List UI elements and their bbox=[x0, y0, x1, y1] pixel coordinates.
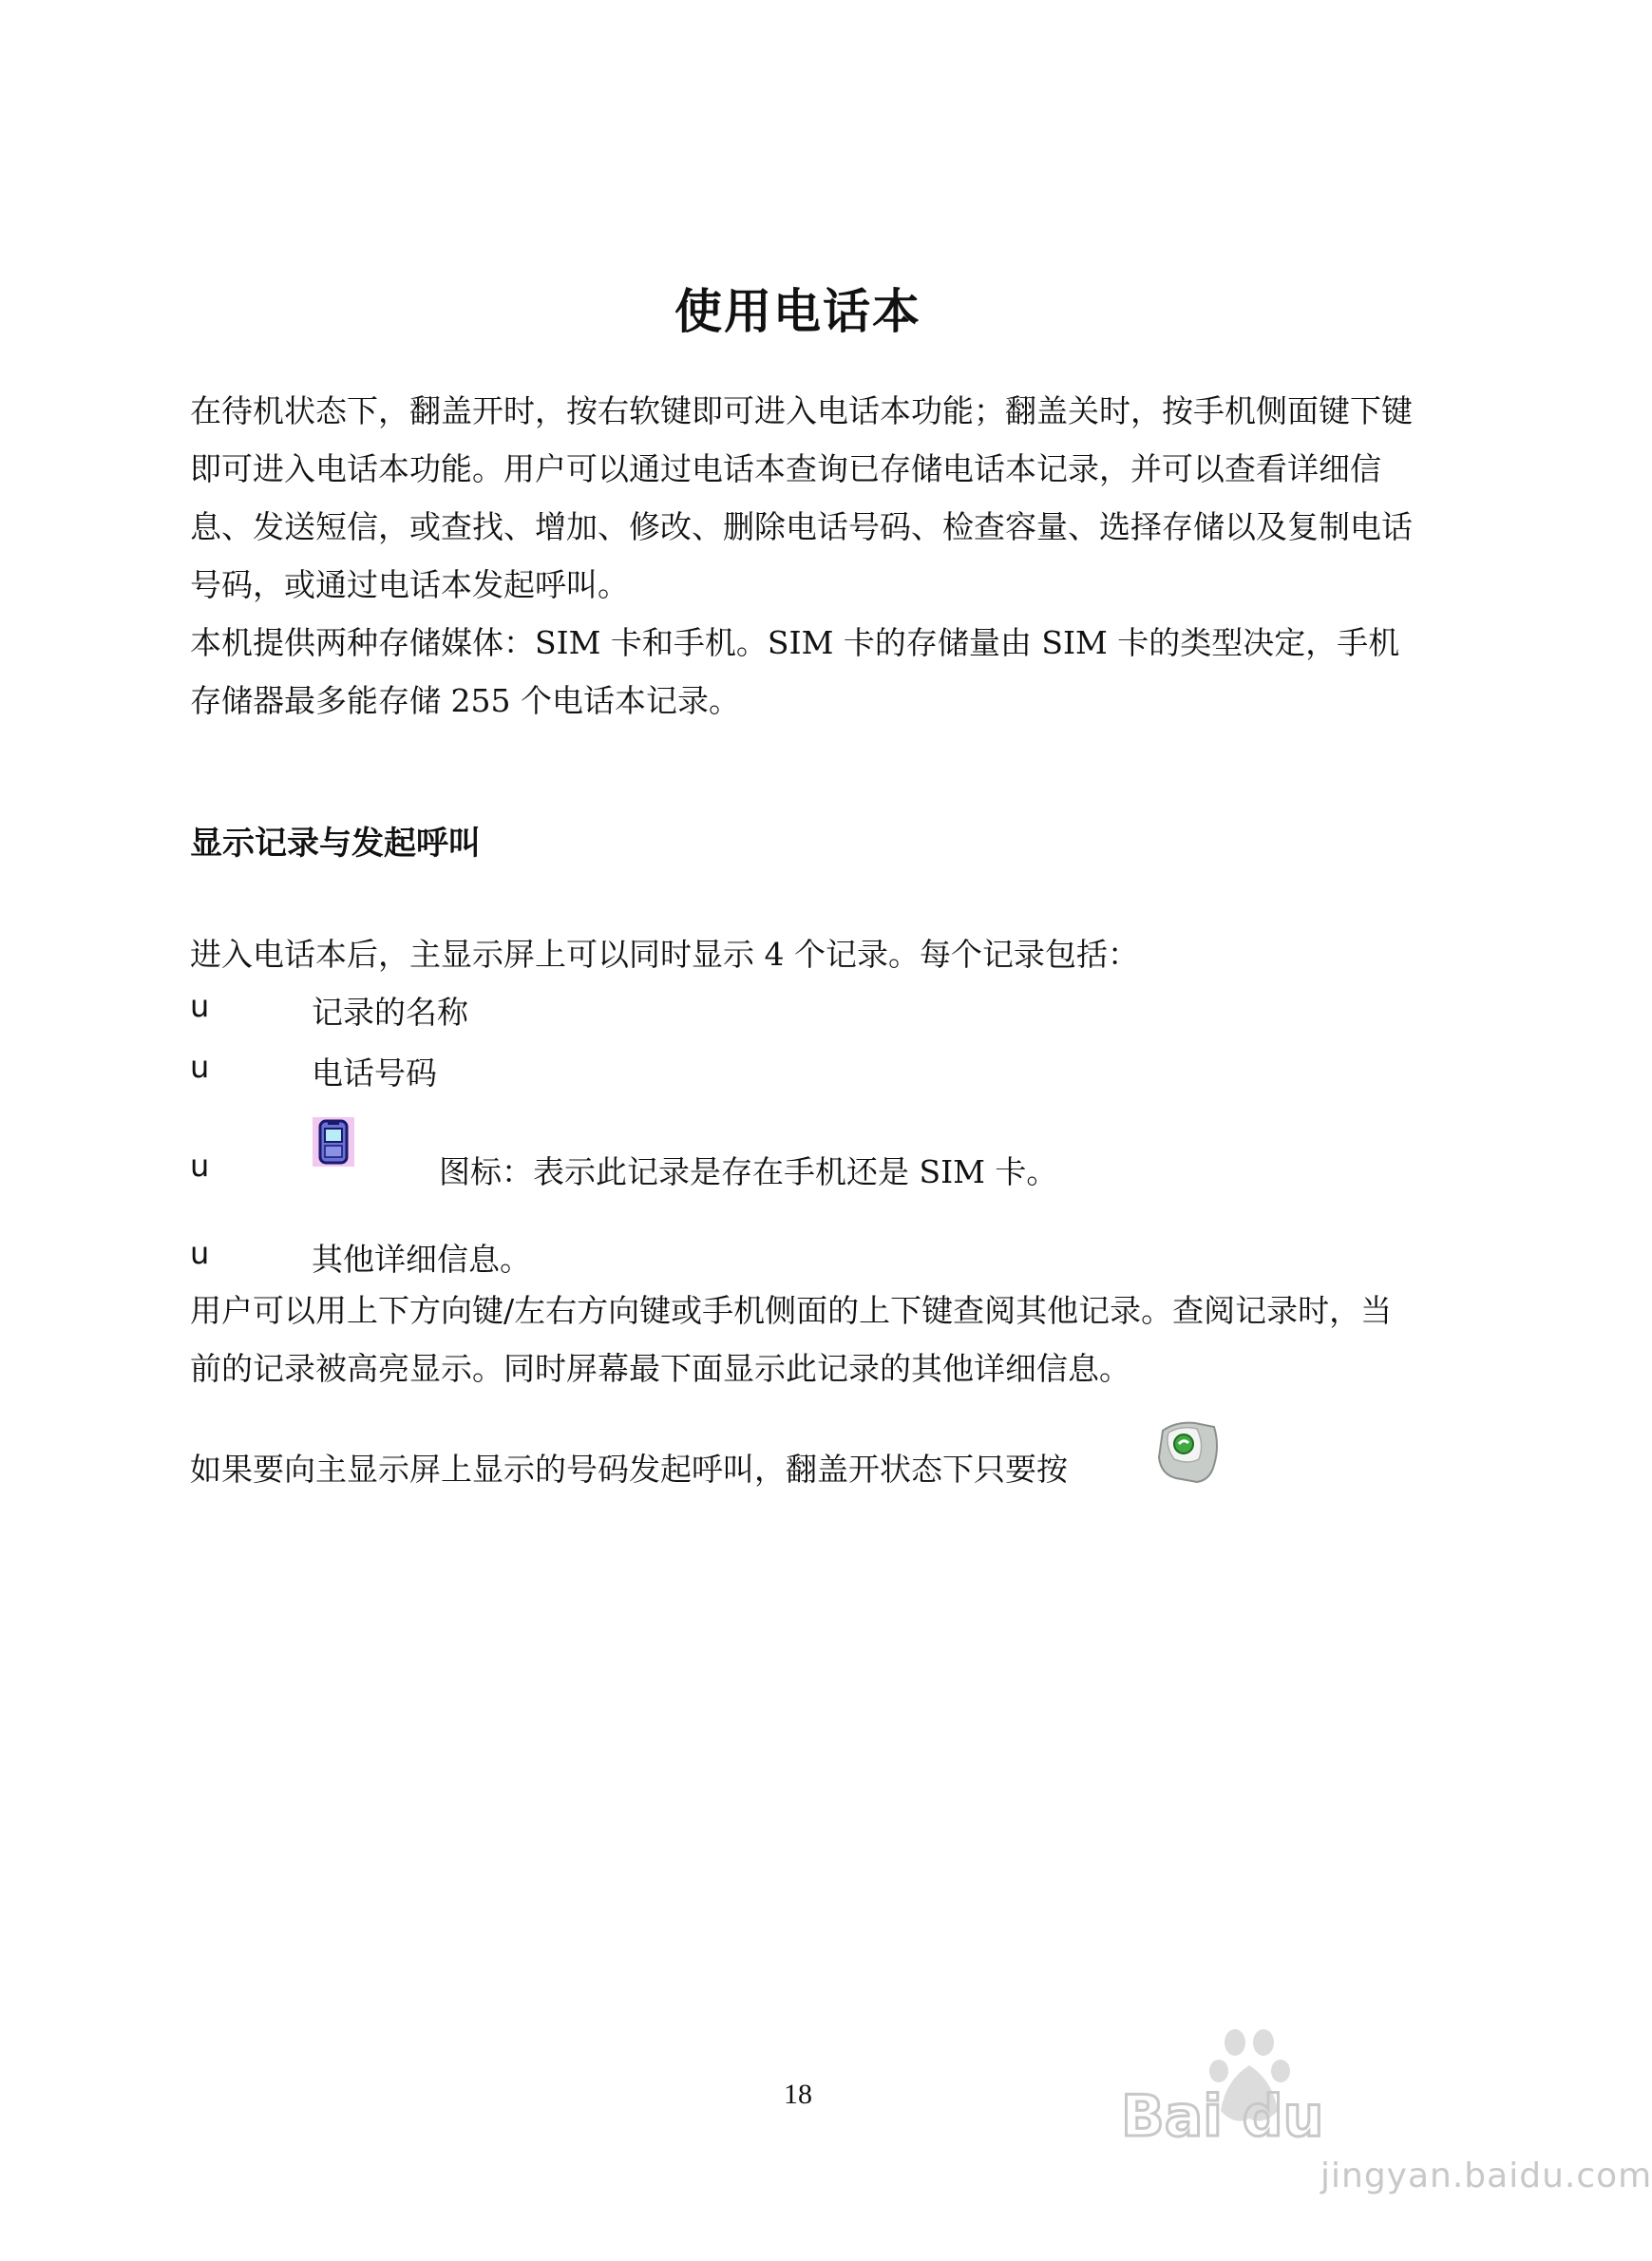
baidu-logo-icon bbox=[1121, 2024, 1324, 2150]
phone-storage-icon bbox=[311, 1115, 356, 1168]
bullet-marker: u bbox=[190, 988, 210, 1024]
bullet-marker: u bbox=[190, 1235, 210, 1271]
intro-paragraph-1: 在待机状态下，翻盖开时，按右软键即可进入电话本功能；翻盖关时，按手机侧面键下键即可进入电话本功能。用户可以通过电话本查询已存储电话本记录，并可以查看详细信息、发送短信，或查找、增加、修改、删除电话号码、检查容量、选择存储以及复制电话号码，或通过电话本发起呼叫。 bbox=[190, 392, 1413, 603]
bullet-text: 电话号码 bbox=[312, 1054, 437, 1092]
intro-paragraph-2: 本机提供两种存储媒体：SIM 卡和手机。SIM 卡的存储量由 SIM 卡的类型决定，手机存储器最多能存储 255 个电话本记录。 bbox=[190, 624, 1400, 719]
bullet-marker: u bbox=[190, 1148, 210, 1184]
section-intro: 进入电话本后，主显示屏上可以同时显示 4 个记录。每个记录包括： bbox=[190, 936, 1139, 973]
svg-text:Bai du: Bai du bbox=[1121, 2083, 1324, 2150]
bullet-text: 其他详细信息。 bbox=[312, 1241, 531, 1278]
watermark bbox=[1121, 2024, 1652, 2232]
browse-paragraph: 用户可以用上下方向键/左右方向键或手机侧面的上下键查阅其他记录。查阅记录时，当前的记录被高亮显示。同时屏幕最下面显示此记录的其他详细信息。 bbox=[190, 1292, 1393, 1387]
bullet-text: 图标：表示此记录是存在手机还是 SIM 卡。 bbox=[439, 1153, 1058, 1190]
call-instruction: 如果要向主显示屏上显示的号码发起呼叫，翻盖开状态下只要按 bbox=[190, 1451, 1068, 1488]
watermark-url: jingyan.baidu.com bbox=[1320, 2156, 1652, 2195]
bullet-text: 记录的名称 bbox=[312, 994, 468, 1031]
section-heading: 显示记录与发起呼叫 bbox=[190, 825, 481, 863]
page-number: 18 bbox=[784, 2079, 812, 2110]
bullet-marker: u bbox=[190, 1049, 210, 1085]
page-title: 使用电话本 bbox=[674, 284, 921, 339]
call-key-icon bbox=[1155, 1417, 1222, 1486]
